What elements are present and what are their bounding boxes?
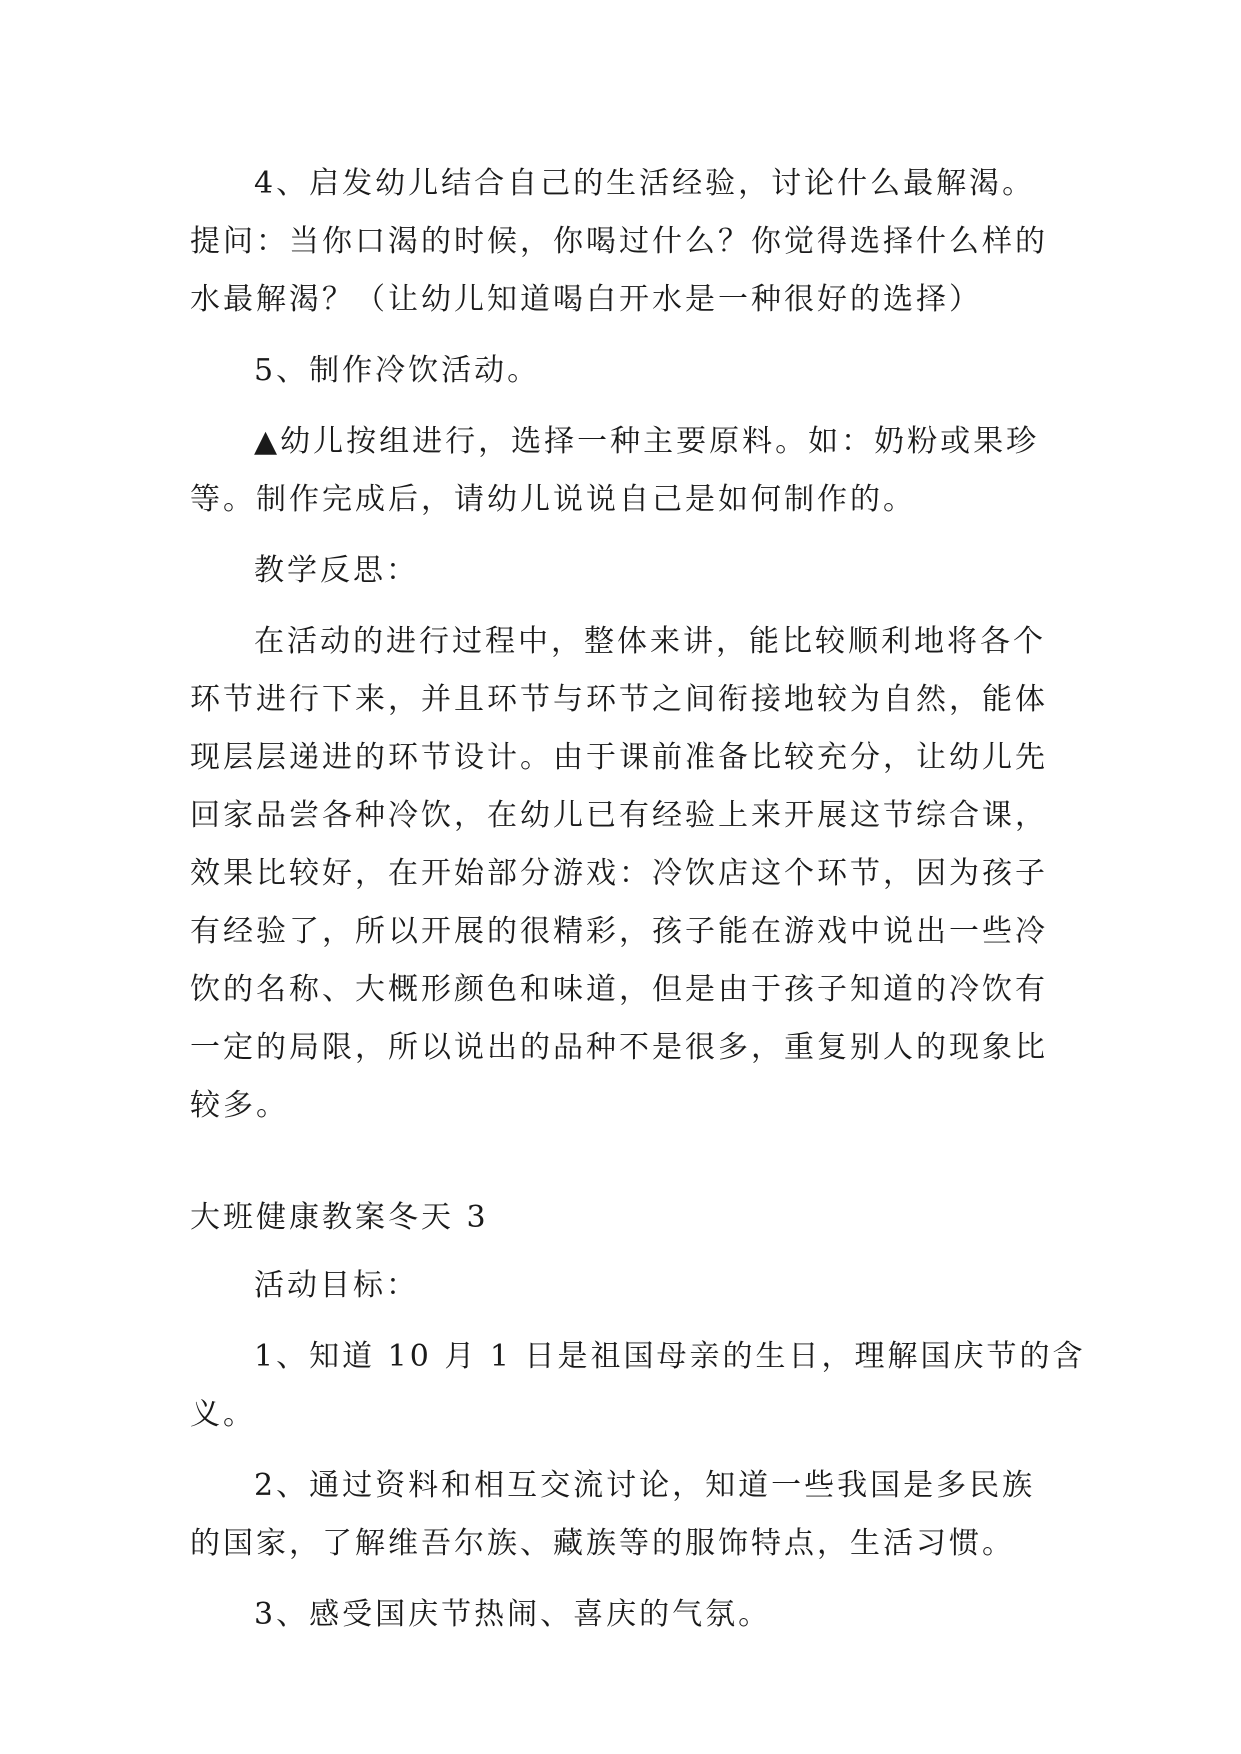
paragraph-goal-2 xyxy=(190,1457,1060,1515)
text-line: 1、知道 10 月 1 日是祖国母亲的生日，理解国庆节的含 xyxy=(254,1339,1086,1374)
text-line: 较多。 xyxy=(190,1088,289,1123)
text-line: 现层层递进的环节设计。由于课前准备比较充分，让幼儿先 xyxy=(190,740,1048,775)
text-line: 一定的局限，所以说出的品种不是很多，重复别人的现象比 xyxy=(190,1030,1048,1065)
document-body xyxy=(190,155,1086,1657)
paragraph-goal-3 xyxy=(190,1586,1060,1644)
section-title: 大班健康教案冬天 3 xyxy=(190,1200,489,1235)
paragraph-group-activity xyxy=(190,413,1060,471)
paragraph-reflection-cont xyxy=(190,671,1060,1135)
text-line: 3、感受国庆节热闹、喜庆的气氛。 xyxy=(254,1597,772,1632)
text-line: 2、通过资料和相互交流讨论，知道一些我国是多民族 xyxy=(254,1468,1036,1503)
text-line: 的国家，了解维吾尔族、藏族等的服饰特点，生活习惯。 xyxy=(190,1526,1015,1561)
text-line: 水最解渴？（让幼儿知道喝白开水是一种很好的选择） xyxy=(190,282,982,317)
paragraph-make-drinks xyxy=(190,342,1060,400)
text-line: 饮的名称、大概形颜色和味道，但是由于孩子知道的冷饮有 xyxy=(190,972,1048,1007)
text-line: 环节进行下来，并且环节与环节之间衔接地较为自然，能体 xyxy=(190,682,1048,717)
text-line: 义。 xyxy=(190,1397,256,1432)
text-line: 教学反思： xyxy=(254,553,419,588)
paragraph-reflection-label xyxy=(190,542,1060,600)
paragraph-goal-2-cont xyxy=(190,1515,1060,1573)
paragraph-reflection xyxy=(190,613,1060,671)
text-line: 效果比较好，在开始部分游戏：冷饮店这个环节，因为孩子 xyxy=(190,856,1048,891)
text-line: 回家品尝各种冷饮，在幼儿已有经验上来开展这节综合课， xyxy=(190,798,1048,833)
paragraph-goal-1-cont xyxy=(190,1386,1060,1444)
text-line: 等。制作完成后，请幼儿说说自己是如何制作的。 xyxy=(190,482,916,517)
paragraph-goal-1 xyxy=(190,1328,1086,1386)
paragraph-group-activity-cont xyxy=(190,471,1060,529)
text-line: 有经验了，所以开展的很精彩，孩子能在游戏中说出一些冷 xyxy=(190,914,1048,949)
text-line: 活动目标： xyxy=(254,1268,419,1303)
text-line: 4、启发幼儿结合自己的生活经验，讨论什么最解渴。 xyxy=(254,166,1036,201)
text-line: 在活动的进行过程中，整体来讲，能比较顺利地将各个 xyxy=(254,624,1046,659)
text-line: 提问：当你口渴的时候，你喝过什么？你觉得选择什么样的 xyxy=(190,224,1048,259)
paragraph-discussion xyxy=(190,155,1060,213)
text-line: ▲幼儿按组进行，选择一种主要原料。如：奶粉或果珍 xyxy=(254,424,1040,459)
paragraph-discussion-cont xyxy=(190,213,1060,329)
text-line: 5、制作冷饮活动。 xyxy=(254,353,541,388)
paragraph-goals-label xyxy=(190,1257,1060,1315)
